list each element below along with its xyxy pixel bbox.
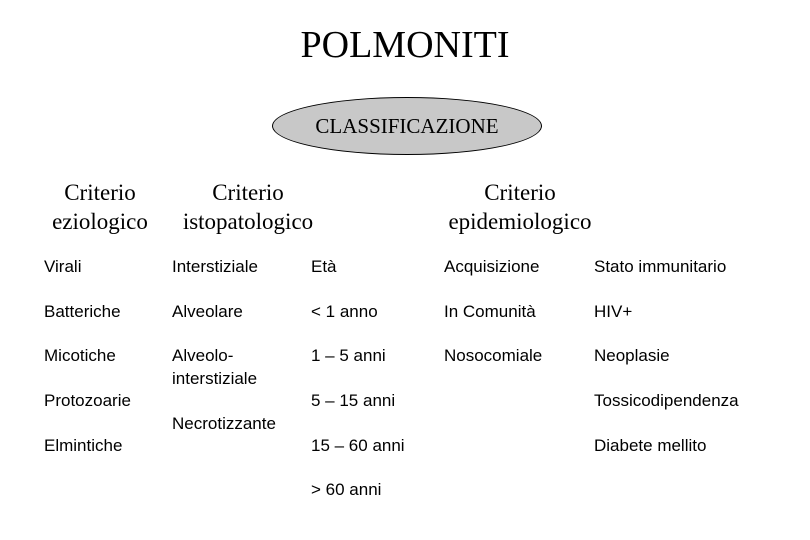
- stato-immunitario-item-tossicodipendenza: Tossicodipendenza: [594, 391, 739, 410]
- eta-header: Età: [311, 257, 337, 276]
- eta-item-2: 1 – 5 anni: [311, 346, 386, 365]
- eziologico-item-micotiche: Micotiche: [44, 346, 116, 365]
- eziologico-item-virali: Virali: [44, 257, 82, 276]
- istopatologico-item-alveolare: Alveolare: [172, 302, 243, 321]
- istopatologico-item-interstiziale-2: interstiziale: [172, 369, 258, 388]
- eta-item-1: < 1 anno: [311, 302, 378, 321]
- eta-item-4: 15 – 60 anni: [311, 436, 405, 455]
- criterio-istopatologico-line2: istopatologico: [182, 209, 314, 234]
- stato-immunitario-item-hiv: HIV+: [594, 302, 633, 321]
- acquisizione-item-comunita: In Comunità: [444, 302, 536, 321]
- istopatologico-item-interstiziale: Interstiziale: [172, 257, 258, 276]
- stato-immunitario-item-neoplasie: Neoplasie: [594, 346, 670, 365]
- stato-immunitario-header: Stato immunitario: [594, 257, 727, 276]
- istopatologico-item-necrotizzante: Necrotizzante: [172, 414, 276, 433]
- eziologico-item-batteriche: Batteriche: [44, 302, 121, 321]
- criterio-eziologico-line2: eziologico: [52, 209, 148, 234]
- criterio-istopatologico-line1: Criterio: [212, 180, 284, 205]
- eta-item-3: 5 – 15 anni: [311, 391, 396, 410]
- acquisizione-item-nosocomiale: Nosocomiale: [444, 346, 543, 365]
- eziologico-item-protozoarie: Protozoarie: [44, 391, 131, 410]
- stato-immunitario-item-diabete: Diabete mellito: [594, 436, 707, 455]
- page-title: POLMONITI: [300, 24, 510, 66]
- criterio-eziologico-line1: Criterio: [64, 180, 136, 205]
- criterio-epidemiologico-line2: epidemiologico: [448, 209, 592, 234]
- eziologico-item-elmintiche: Elmintiche: [44, 436, 123, 455]
- criterio-epidemiologico-line1: Criterio: [484, 180, 556, 205]
- criterio-epidemiologico-heading: [444, 178, 596, 236]
- criterio-eziologico-heading: [48, 178, 152, 236]
- istopatologico-item-alveolo: Alveolo-: [172, 346, 234, 365]
- criterio-istopatologico-heading: [176, 178, 320, 236]
- acquisizione-header: Acquisizione: [444, 257, 540, 276]
- eta-item-5: > 60 anni: [311, 480, 382, 499]
- classification-label: CLASSIFICAZIONE: [315, 114, 499, 138]
